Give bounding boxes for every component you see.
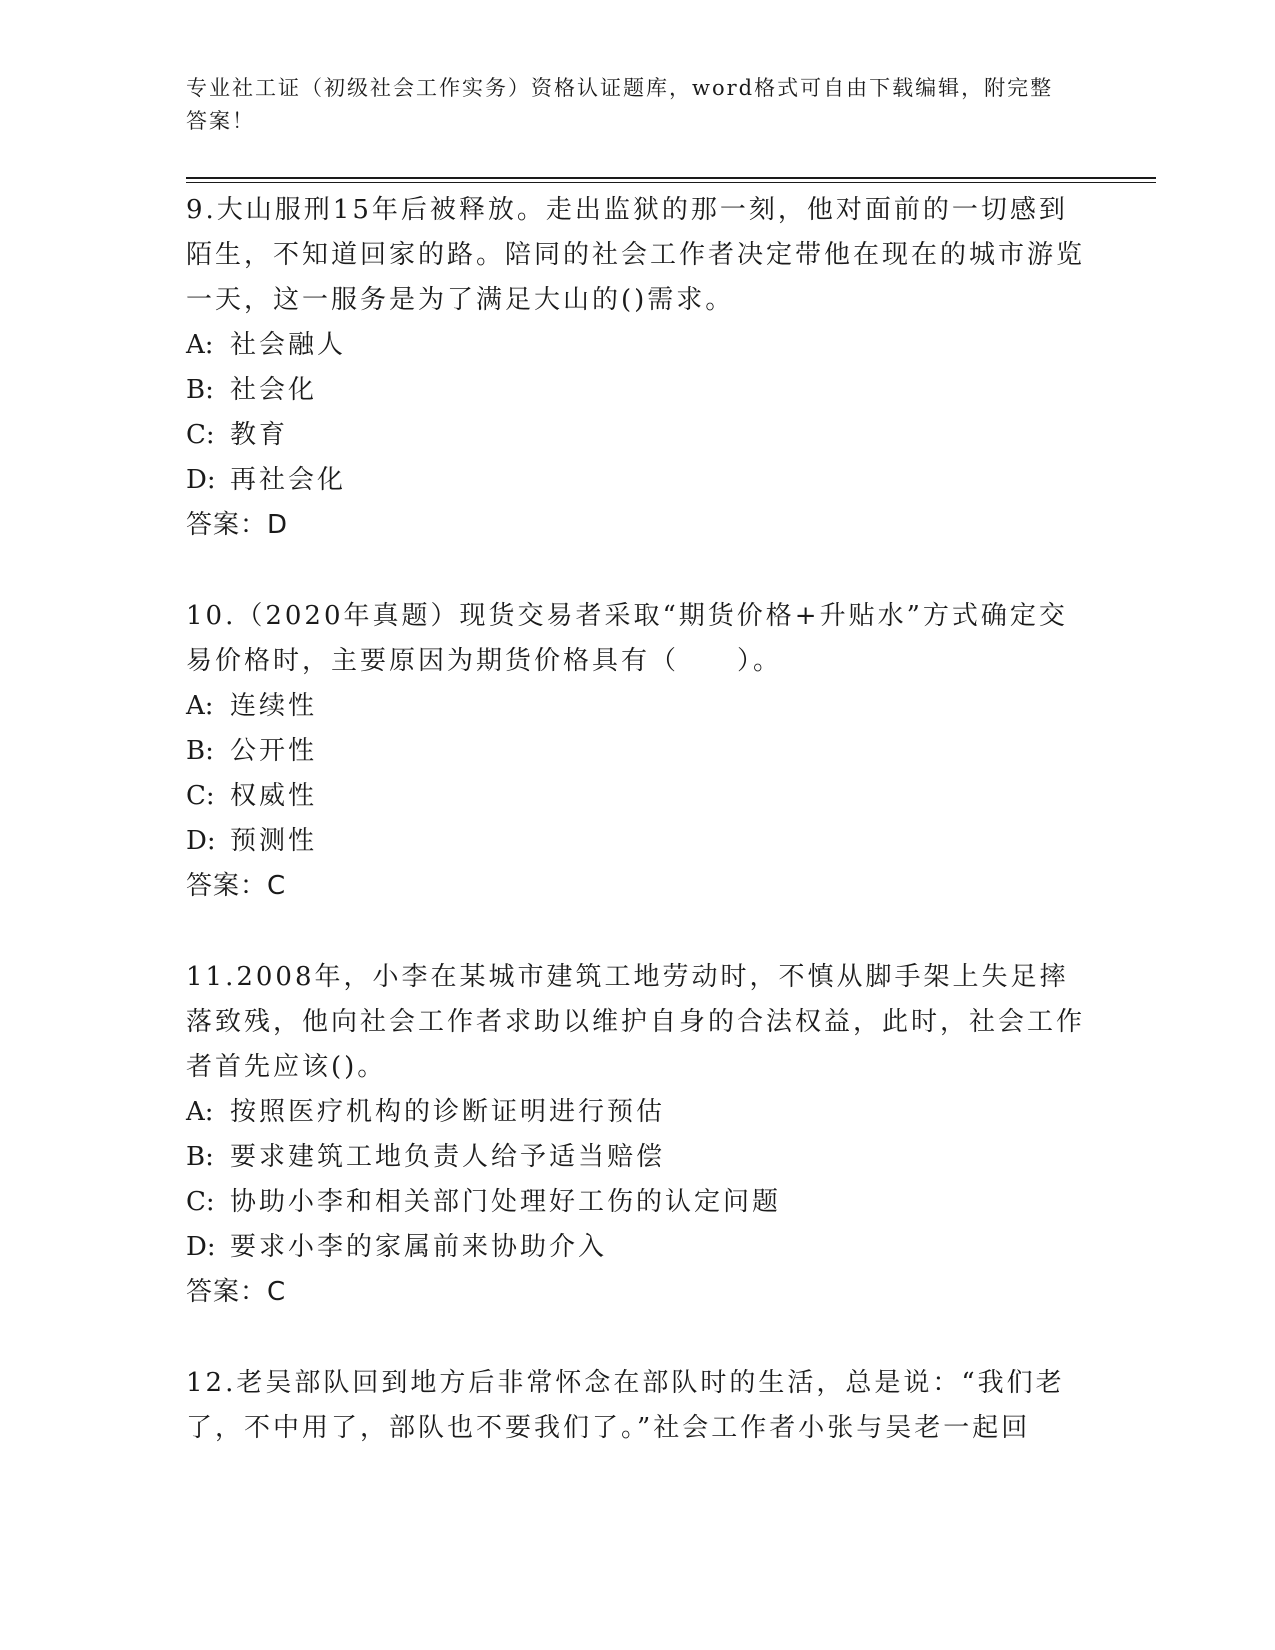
option-key: C: — [186, 781, 215, 811]
question-12 — [186, 1361, 1086, 1451]
option-a — [186, 684, 1086, 729]
answer-line: 答案：C — [186, 1277, 287, 1307]
option-key: C: — [186, 420, 215, 450]
option-key: B: — [186, 736, 214, 766]
option-key: C: — [186, 1187, 215, 1217]
option-d — [186, 1225, 1086, 1270]
question-list — [186, 188, 1086, 1451]
option-c — [186, 1180, 1086, 1225]
spacer — [186, 1315, 1086, 1361]
option-key: D: — [186, 826, 216, 856]
option-text: 连续性 — [230, 691, 318, 721]
answer-line: 答案：C — [186, 871, 287, 901]
option-text: 社会化 — [230, 375, 318, 405]
option-key: B: — [186, 1142, 214, 1172]
option-text: 社会融人 — [230, 330, 347, 360]
option-c — [186, 774, 1086, 819]
spacer — [186, 909, 1086, 955]
option-key: A: — [186, 1097, 214, 1127]
option-d — [186, 819, 1086, 864]
question-stem: 9.大山服刑15年后被释放。走出监狱的那一刻，他对面前的一切感到陌生，不知道回家的路。陪同的社会工作者决定带他在现在的城市游览一天，这一服务是为了满足大山的()需求。 — [186, 195, 1086, 315]
option-key: D: — [186, 1232, 216, 1262]
option-text: 预测性 — [230, 826, 318, 856]
header-rule-thin — [186, 182, 1156, 183]
header-rule-thick — [186, 177, 1156, 179]
page-header: 专业社工证（初级社会工作实务）资格认证题库，word格式可自由下载编辑，附完整答案！ — [186, 76, 1054, 133]
answer-line: 答案：D — [186, 510, 289, 540]
question-9 — [186, 188, 1086, 548]
question-10 — [186, 594, 1086, 909]
option-a — [186, 1090, 1086, 1135]
option-b — [186, 729, 1086, 774]
option-a — [186, 323, 1086, 368]
option-key: B: — [186, 375, 214, 405]
option-text: 教育 — [230, 420, 289, 450]
question-stem: 10.（2020年真题）现货交易者采取“期货价格+升贴水”方式确定交易价格时，主要原因为期货价格具有（ ）。 — [186, 601, 1068, 676]
option-key: A: — [186, 691, 214, 721]
question-stem: 12.老吴部队回到地方后非常怀念在部队时的生活，总是说：“我们老了，不中用了，部队也不要我们了。”社会工作者小张与吴老一起回 — [186, 1368, 1065, 1443]
option-text: 再社会化 — [230, 465, 347, 495]
question-stem: 11.2008年，小李在某城市建筑工地劳动时，不慎从脚手架上失足摔落致残，他向社会工作者求助以维护自身的合法权益，此时，社会工作者首先应该()。 — [186, 962, 1086, 1082]
option-text: 要求建筑工地负责人给予适当赔偿 — [230, 1142, 666, 1172]
option-text: 权威性 — [230, 781, 318, 811]
option-text: 按照医疗机构的诊断证明进行预估 — [230, 1097, 666, 1127]
option-b — [186, 1135, 1086, 1180]
option-c — [186, 413, 1086, 458]
option-key: D: — [186, 465, 216, 495]
option-text: 公开性 — [230, 736, 318, 766]
question-11 — [186, 955, 1086, 1315]
spacer — [186, 548, 1086, 594]
option-text: 协助小李和相关部门处理好工伤的认定问题 — [230, 1187, 782, 1217]
option-key: A: — [186, 330, 214, 360]
option-text: 要求小李的家属前来协助介入 — [230, 1232, 608, 1262]
option-b — [186, 368, 1086, 413]
option-d — [186, 458, 1086, 503]
